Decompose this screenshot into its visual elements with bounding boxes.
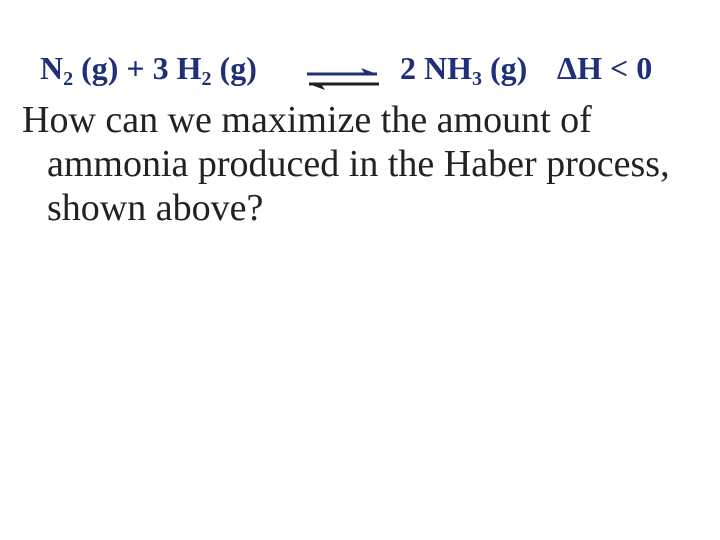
equation-reactants	[40, 44, 257, 92]
question-line-3: shown above?	[47, 187, 264, 229]
h2-subscript: 2	[201, 68, 212, 90]
plus-sign: +	[126, 50, 145, 86]
nh3-coefficient: 2	[400, 50, 416, 86]
nh3-subscript: 3	[472, 68, 482, 90]
nh3-state: (g)	[490, 50, 528, 86]
equation-product	[400, 44, 527, 92]
h2-coefficient: 3	[152, 50, 169, 86]
question-line-1: How can we maximize the amount of	[22, 99, 592, 141]
reactant-n2	[40, 50, 119, 90]
equilibrium-arrows-icon	[303, 56, 383, 80]
h2-element: H	[176, 50, 202, 86]
nh3-element: NH	[424, 50, 472, 86]
h2-state: (g)	[219, 50, 257, 86]
enthalpy-condition: ΔH < 0	[557, 50, 653, 86]
chemical-equation	[40, 44, 700, 92]
n2-state: (g)	[81, 50, 119, 86]
n2-subscript: 2	[63, 68, 74, 90]
question-line-2: ammonia produced in the Haber process,	[47, 143, 670, 185]
question-text	[22, 98, 702, 230]
n2-element: N	[40, 50, 64, 86]
reactant-h2	[152, 50, 257, 90]
